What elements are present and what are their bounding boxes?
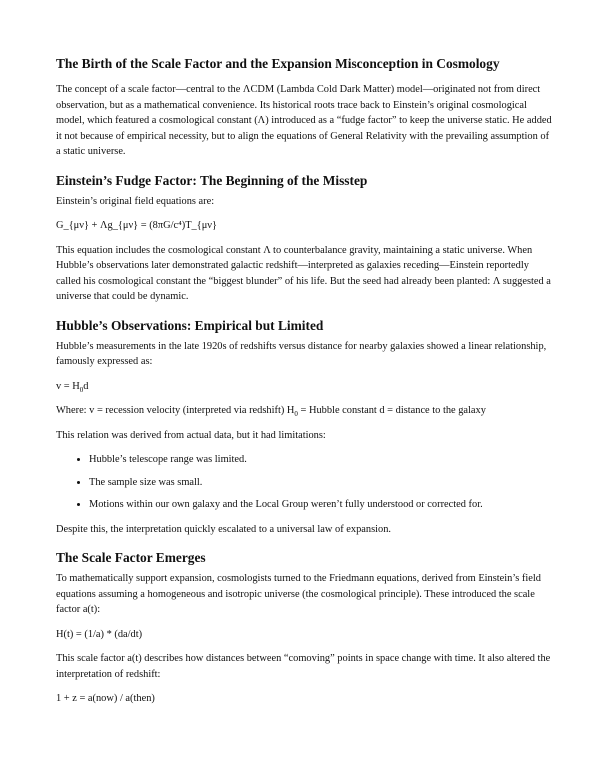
redshift-equation: 1 + z = a(now) / a(then) bbox=[56, 693, 155, 704]
einstein-paragraph: This equation includes the cosmological constant Λ to counterbalance gravity, maintaining a static universe. When Hubble’s observations later demonstrated galactic redshift—interpreted as galaxies receding—Einstein reportedly called his cosmological constant the “biggest blunder” of his life. But the seed had already been planted: Λ suggested a universe that could be dynamic. bbox=[56, 244, 551, 302]
scale-factor-description: This scale factor a(t) describes how distances between “comoving” points in space change with time. It also altered the interpretation of redshift: bbox=[56, 653, 551, 680]
scale-factor-paragraph: To mathematically support expansion, cosmologists turned to the Friedmann equations, derived from Einstein’s field equations assuming a homogeneous and isotropic universe (the cosmological principle). These introduced the scale factor a(t): bbox=[56, 573, 541, 615]
list-item: • Motions within our own galaxy and the Local Group weren’t fully understood or corrected for. bbox=[89, 497, 556, 513]
limitations-list bbox=[56, 452, 556, 513]
section-heading-scale-factor: The Scale Factor Emerges bbox=[56, 550, 206, 565]
hubble-parameter-equation: H(t) = (1/a) * (da/dt) bbox=[56, 628, 143, 640]
section-heading-hubble: Hubble’s Observations: Empirical but Limited bbox=[56, 317, 324, 333]
intro-paragraph: The concept of a scale factor—central to the ΛCDM (Lambda Cold Dark Matter) model—originated not from direct observation, but as a mathematical convenience. Its historical roots trace back to Einstein’s original cosmological model, which featured a cosmological constant (Λ) introduced as a “fudge factor” to keep the universe static. He added it not because of empirical necessity, but to align the equations of General Relativity with the prevailing assumption of a static universe. bbox=[56, 84, 552, 157]
list-item: • The sample size was small. bbox=[89, 475, 556, 491]
list-item: • Hubble’s telescope range was limited. bbox=[89, 452, 556, 468]
field-equation: G_{μν} + Λg_{μν} = (8πG/c⁴)T_{μν} bbox=[56, 220, 217, 231]
where-text-b: = Hubble constant d = distance to the galaxy bbox=[297, 405, 486, 416]
hubble-eq-v: v = H bbox=[56, 380, 80, 392]
hubble-eq-d: d bbox=[83, 380, 89, 392]
where-subscript: 0 bbox=[294, 410, 298, 419]
page-title: The Birth of the Scale Factor and the Expansion Misconception in Cosmology bbox=[56, 56, 500, 71]
despite-paragraph: Despite this, the interpretation quickly escalated to a universal law of expansion. bbox=[56, 523, 391, 535]
limitations-intro: This relation was derived from actual data, but it had limitations: bbox=[56, 429, 326, 441]
hubble-eq-subscript: 0 bbox=[79, 385, 84, 394]
where-text-a: Where: v = recession velocity (interpreted via redshift) H bbox=[56, 405, 295, 416]
hubble-paragraph: Hubble’s measurements in the late 1920s of redshifts versus distance for nearby galaxies showed a linear relationship, famously expressed as: bbox=[56, 340, 547, 367]
hubble-law-equation bbox=[56, 379, 556, 395]
hubble-where-line bbox=[56, 403, 556, 419]
einstein-intro-text: Einstein’s original field equations are: bbox=[56, 195, 215, 207]
document-page bbox=[56, 55, 556, 716]
section-heading-einstein: Einstein’s Fudge Factor: The Beginning of the Misstep bbox=[56, 172, 368, 188]
